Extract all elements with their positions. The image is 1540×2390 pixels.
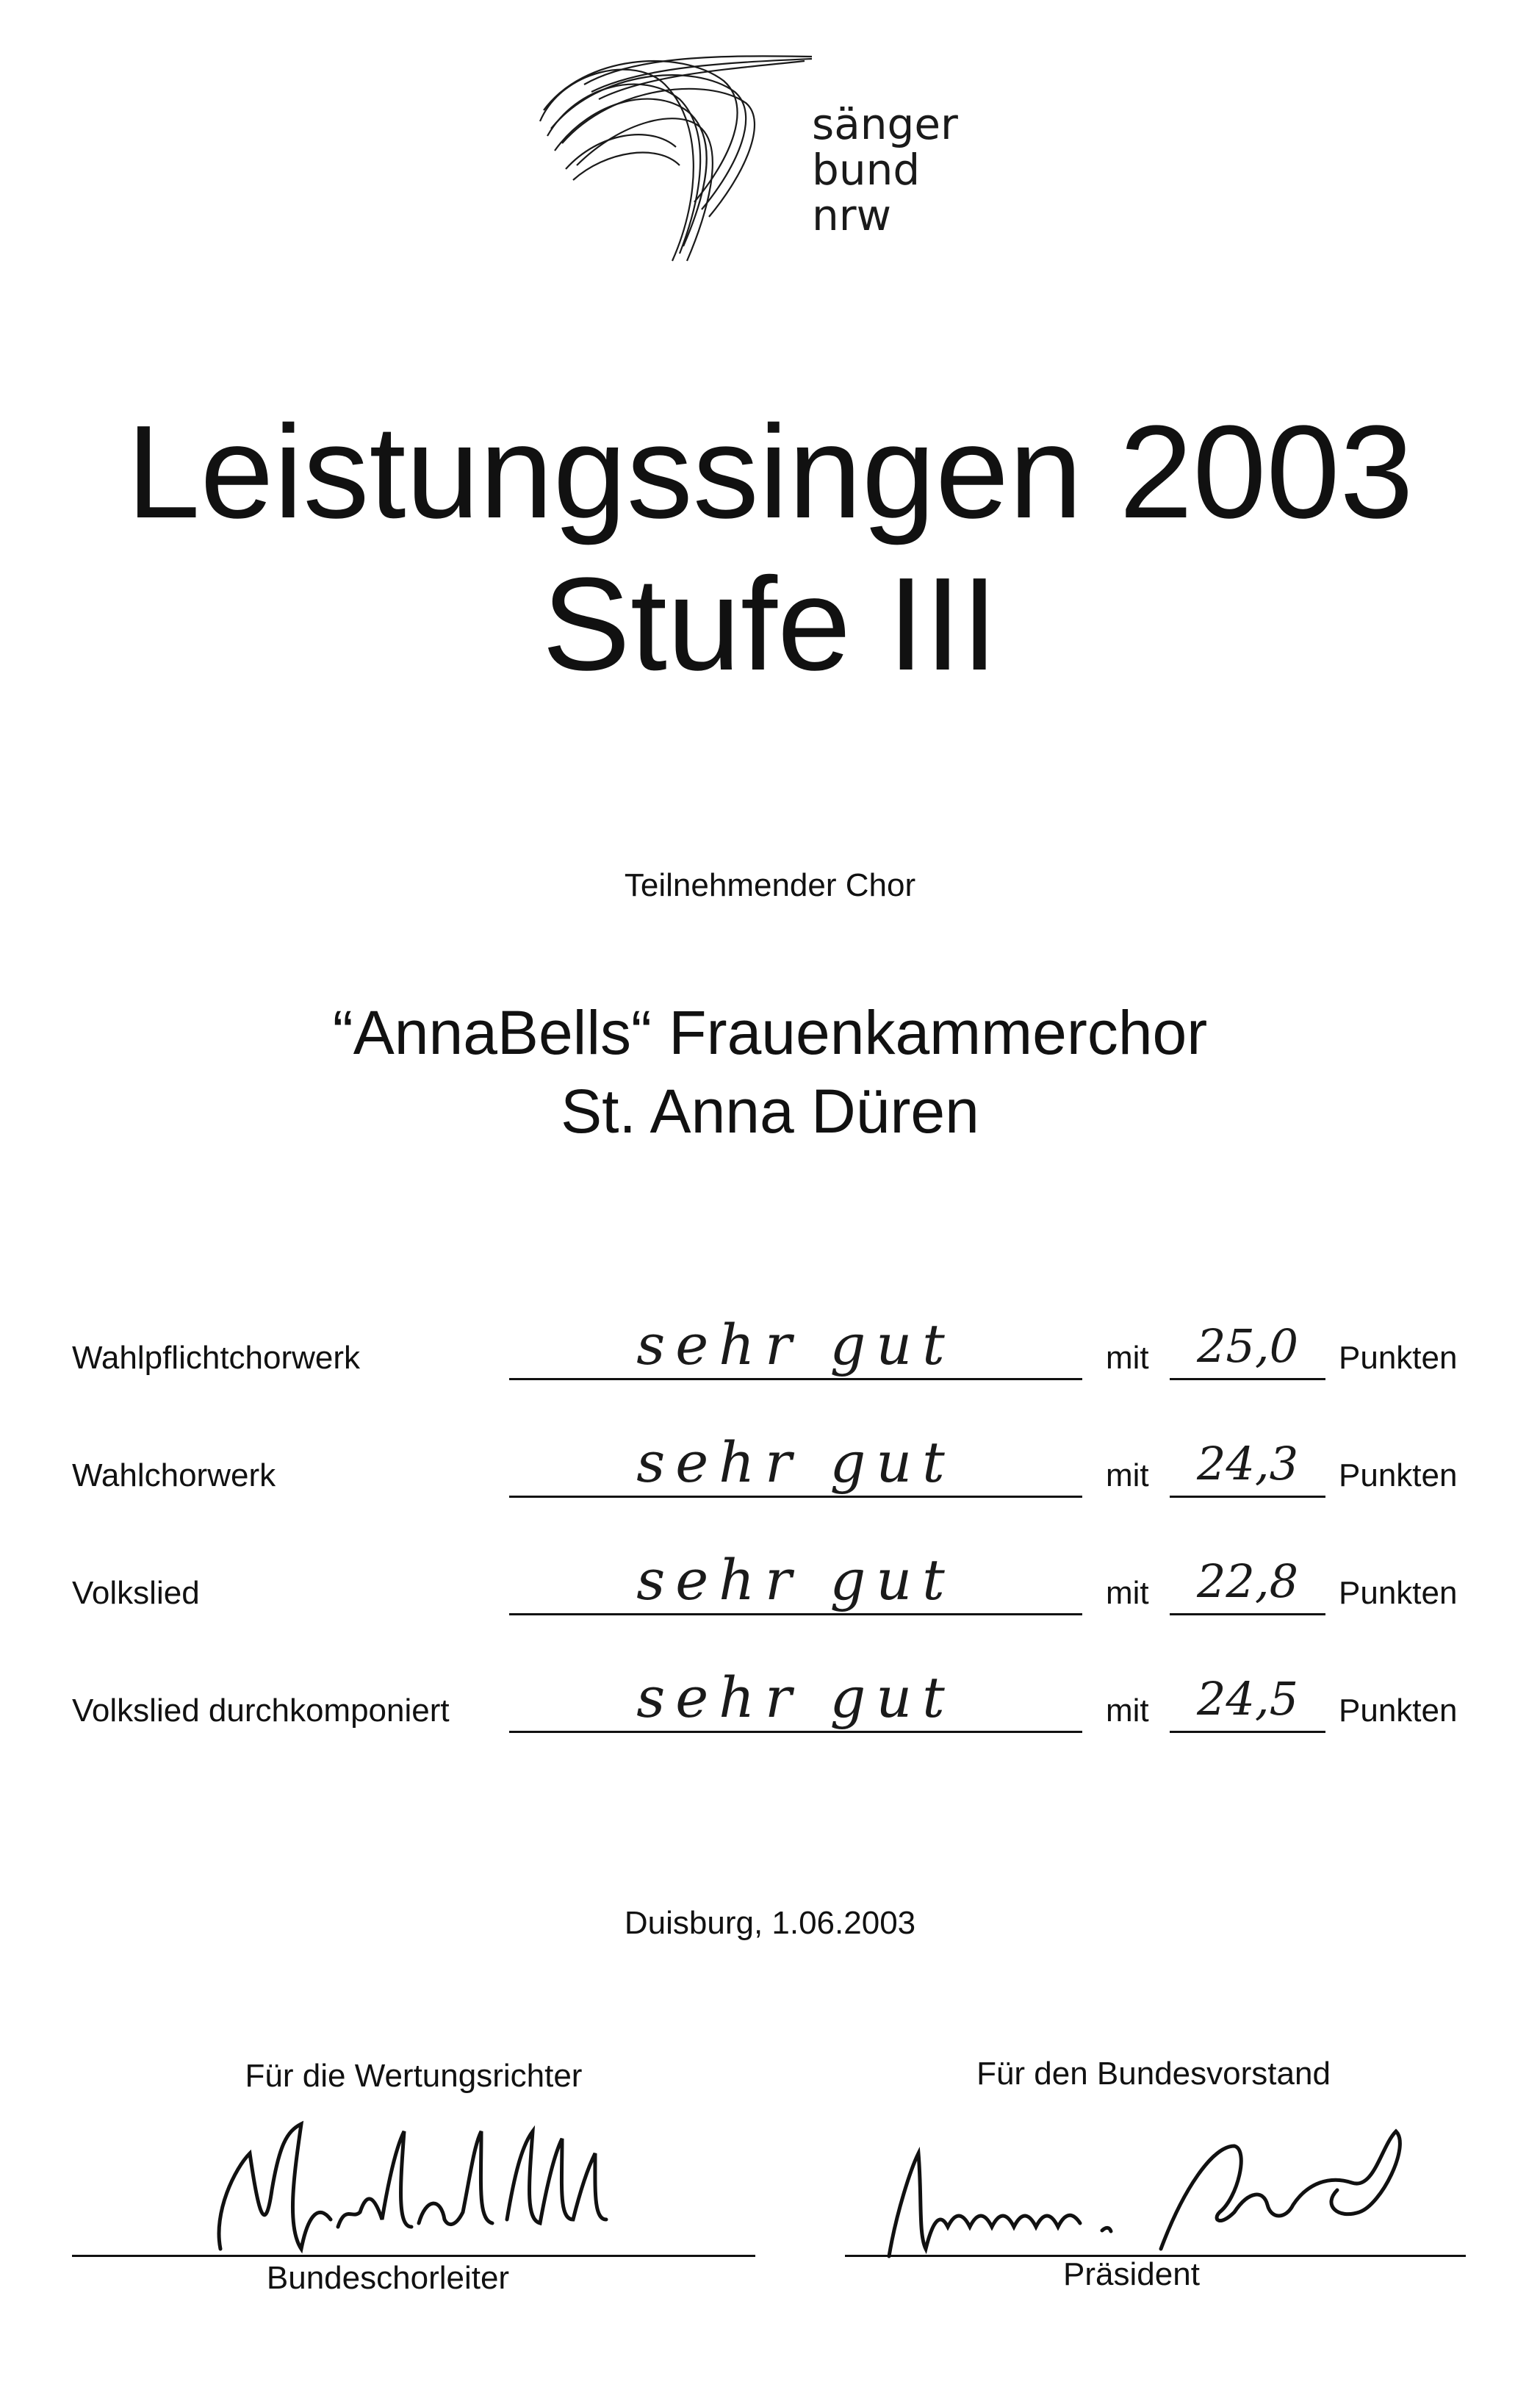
- score-mit-label: mit: [1106, 1340, 1149, 1376]
- signature-left-title: Für die Wertungsrichter: [245, 2058, 583, 2094]
- score-mit-label: mit: [1106, 1693, 1149, 1729]
- document-title: Leistungssingen 2003: [126, 398, 1414, 546]
- score-category: Volkslied: [72, 1575, 200, 1611]
- score-unit: Punkten: [1339, 1340, 1458, 1376]
- points-underline: [1170, 1731, 1325, 1733]
- score-points: 24,5: [1196, 1672, 1299, 1726]
- rating-underline: [509, 1496, 1082, 1498]
- points-underline: [1170, 1613, 1325, 1615]
- rating-underline: [509, 1613, 1082, 1615]
- score-row: [0, 1305, 1540, 1393]
- score-rating: sehr gut: [636, 1665, 955, 1730]
- score-unit: Punkten: [1339, 1457, 1458, 1493]
- score-row: [0, 1540, 1540, 1628]
- document-subtitle: Stufe III: [541, 550, 999, 698]
- score-row: [0, 1422, 1540, 1510]
- score-rating: sehr gut: [636, 1312, 955, 1377]
- score-category: Volkslied durchkomponiert: [72, 1693, 450, 1729]
- score-category: Wahlpflichtchorwerk: [72, 1340, 361, 1376]
- rating-underline: [509, 1378, 1082, 1380]
- participant-label: Teilnehmender Chor: [624, 867, 916, 903]
- logo-swirl-icon: [533, 40, 819, 276]
- score-mit-label: mit: [1106, 1575, 1149, 1611]
- score-unit: Punkten: [1339, 1693, 1458, 1729]
- score-category: Wahlchorwerk: [72, 1457, 276, 1493]
- points-underline: [1170, 1496, 1325, 1498]
- signature-left-role: Bundeschorleiter: [266, 2260, 510, 2296]
- score-points: 22,8: [1196, 1554, 1299, 1608]
- score-points: 25,0: [1196, 1319, 1299, 1373]
- logo-text: [812, 101, 958, 238]
- points-underline: [1170, 1378, 1325, 1380]
- place-date: Duisburg, 1.06.2003: [624, 1905, 916, 1941]
- signature-right-drawing: [867, 2102, 1440, 2271]
- signature-right-role: Präsident: [1063, 2256, 1200, 2292]
- score-rating: sehr gut: [636, 1429, 955, 1495]
- score-rating: sehr gut: [636, 1547, 955, 1612]
- score-points: 24,3: [1196, 1437, 1299, 1490]
- score-unit: Punkten: [1339, 1575, 1458, 1611]
- logo-line-3: nrw: [812, 190, 892, 240]
- rating-underline: [509, 1731, 1082, 1733]
- choir-place: St. Anna Düren: [561, 1077, 979, 1146]
- signature-left-line: [72, 2255, 755, 2257]
- score-row: [0, 1657, 1540, 1745]
- score-mit-label: mit: [1106, 1457, 1149, 1493]
- signature-right-title: Für den Bundesvorstand: [976, 2056, 1331, 2092]
- signature-left-drawing: [191, 2102, 661, 2271]
- choir-name: “AnnaBells“ Frauenkammerchor: [332, 998, 1208, 1067]
- logo-line-1: sänger: [812, 99, 958, 149]
- logo-line-2: bund: [812, 145, 921, 195]
